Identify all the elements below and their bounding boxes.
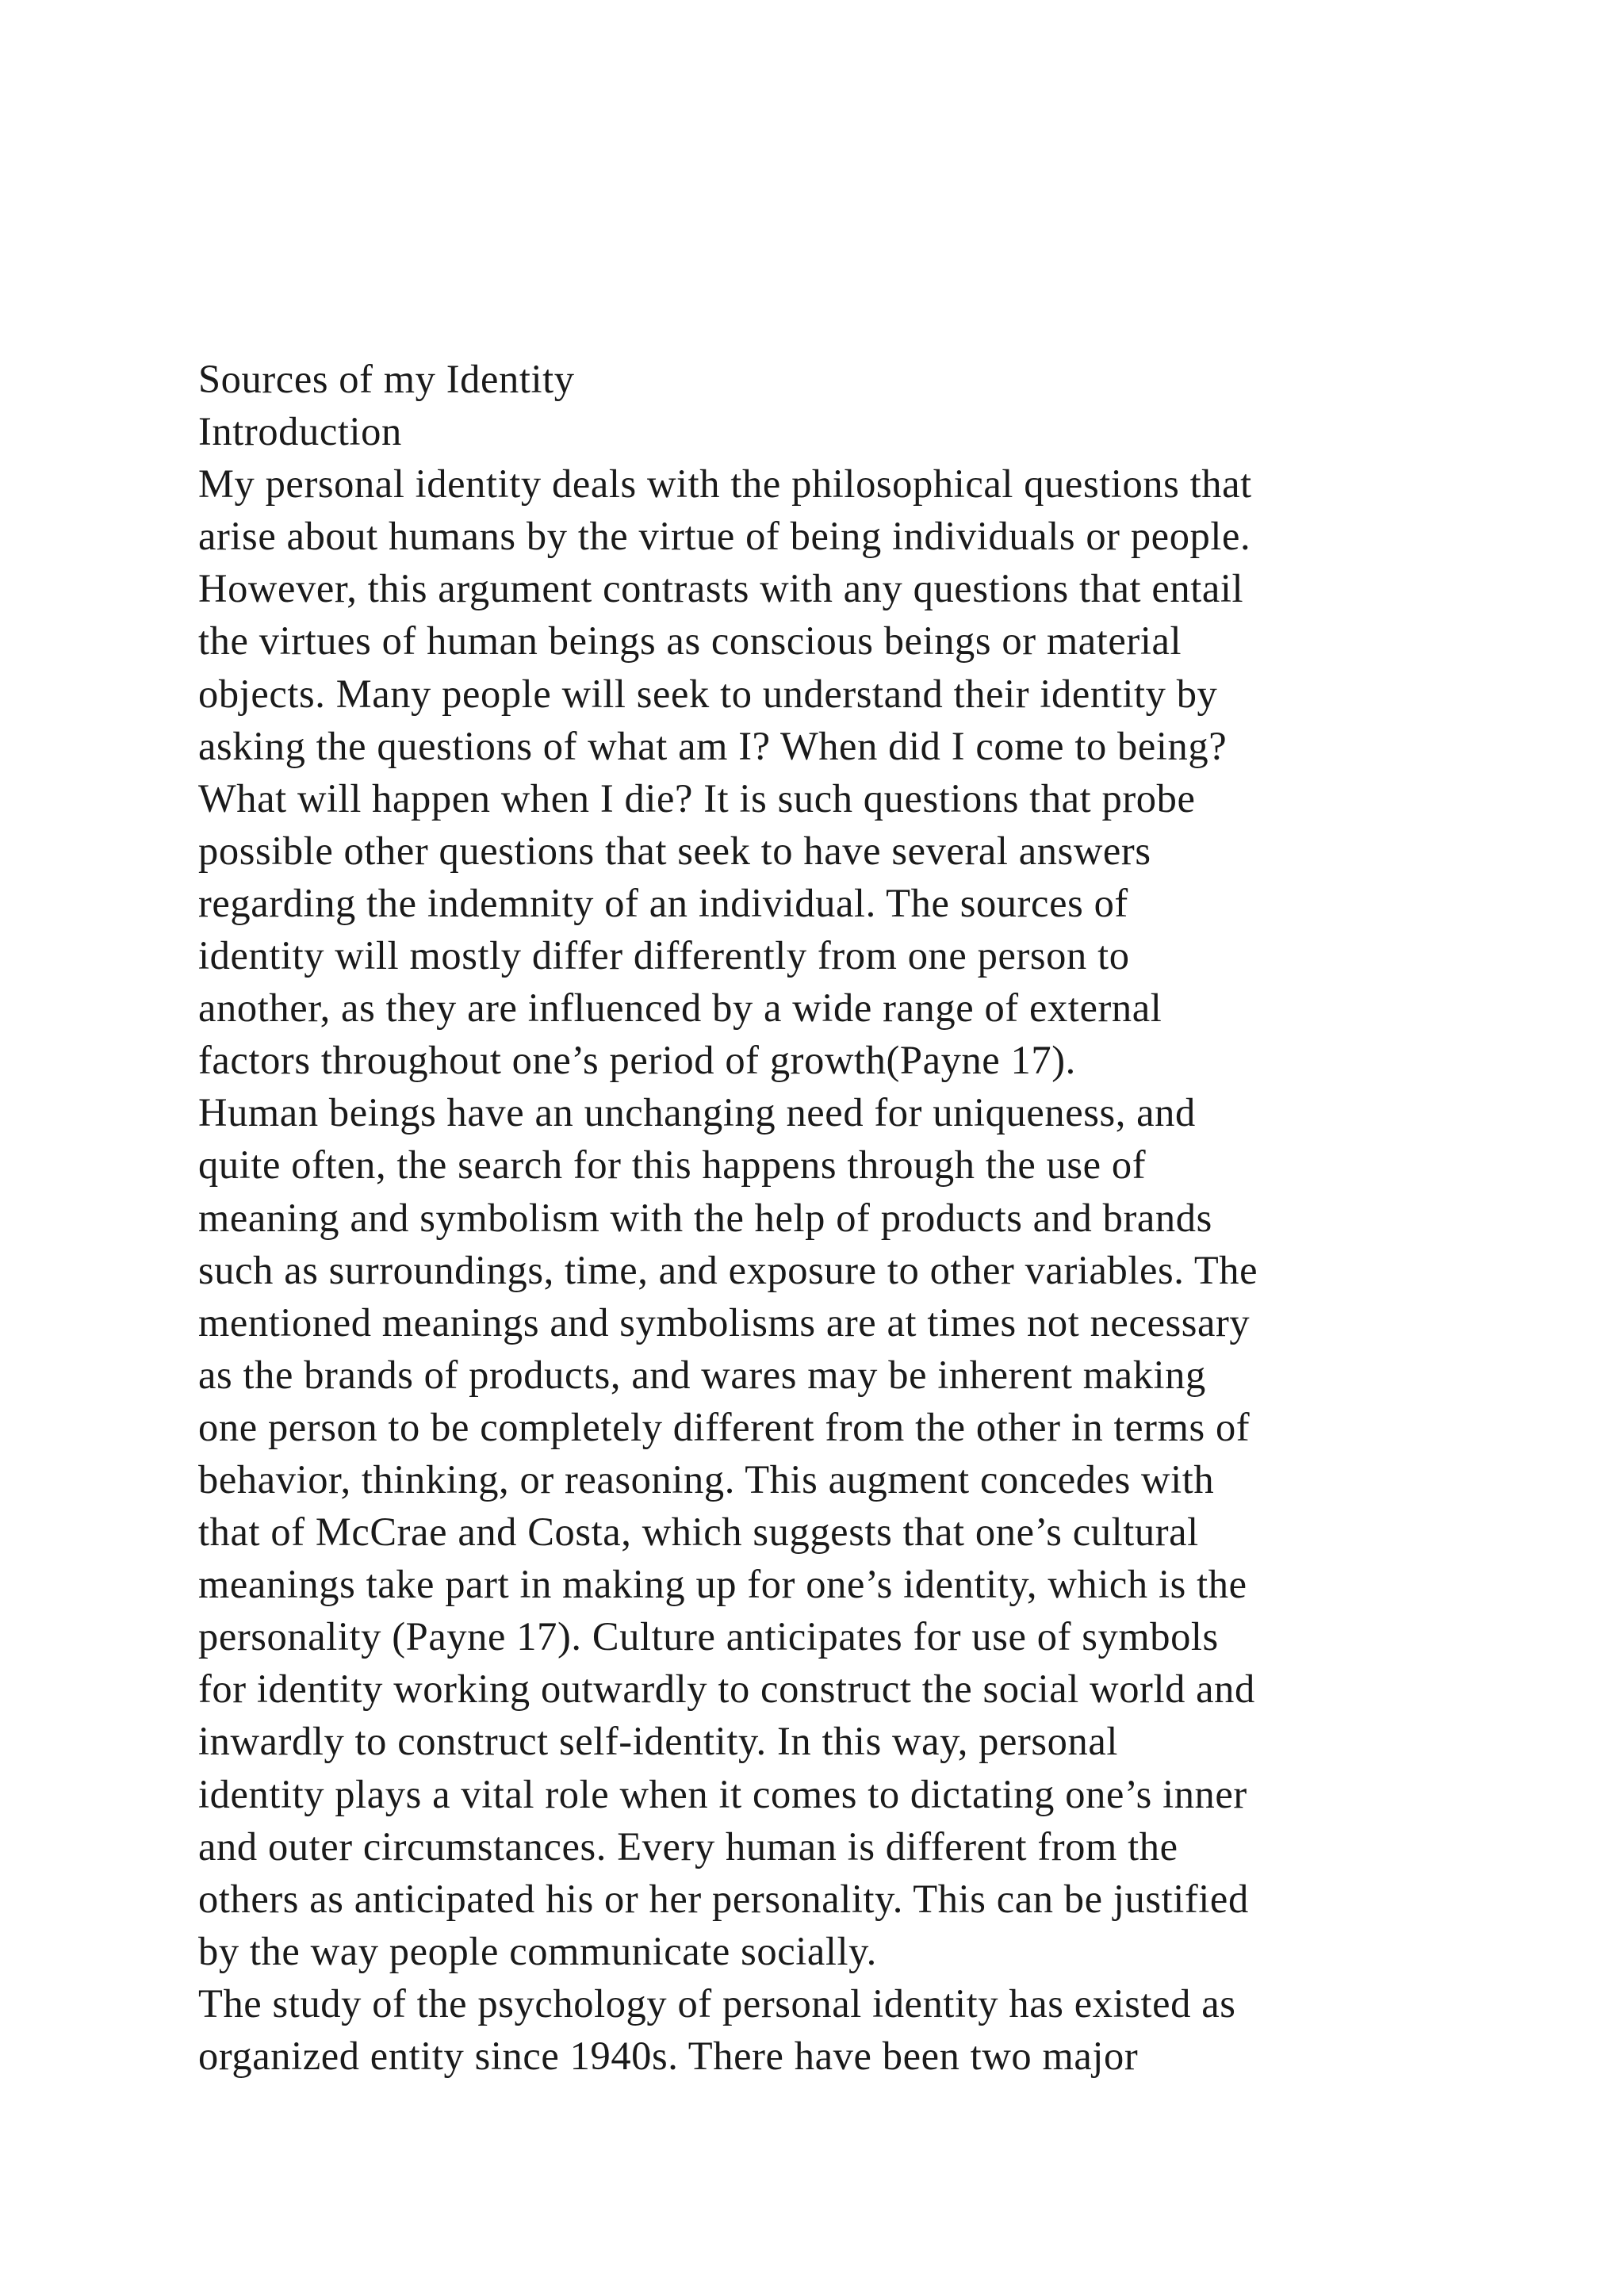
section-heading-introduction: Introduction	[198, 409, 402, 454]
body-line: behavior, thinking, or reasoning. This augment concedes with	[198, 1456, 1215, 1502]
body-line: by the way people communicate socially.	[198, 1928, 877, 1973]
body-line: organized entity since 1940s. There have been two major	[198, 2034, 1139, 2078]
body-line: the virtues of human beings as conscious beings or material	[198, 618, 1182, 664]
body-line: What will happen when I die? It is such questions that probe	[198, 775, 1196, 821]
body-line: identity will mostly differ differently from one person to	[198, 933, 1130, 978]
body-line: others as anticipated his or her personality. This can be justified	[198, 1876, 1249, 1921]
body-line: factors throughout one’s period of growth(Payne 17).	[198, 1038, 1076, 1083]
body-line: as the brands of products, and wares may be inherent making	[198, 1352, 1206, 1397]
body-line: regarding the indemnity of an individual. The sources of	[198, 880, 1128, 925]
body-line: meanings take part in making up for one’s identity, which is the	[198, 1562, 1247, 1607]
body-line: such as surroundings, time, and exposure to other variables. The	[198, 1247, 1258, 1292]
body-line: inwardly to construct self-identity. In this way, personal	[198, 1719, 1119, 1764]
body-line: arise about humans by the virtue of being individuals or people.	[198, 514, 1251, 559]
body-text	[198, 457, 1499, 2082]
body-line: mentioned meanings and symbolisms are at times not necessary	[198, 1299, 1251, 1345]
body-line: My personal identity deals with the philosophical questions that	[198, 461, 1252, 507]
document-body	[198, 353, 1499, 2082]
body-line: However, this argument contrasts with any questions that entail	[198, 566, 1244, 611]
body-line: possible other questions that seek to have several answers	[198, 828, 1151, 873]
body-line: The study of the psychology of personal identity has existed as	[198, 1980, 1236, 2026]
document-title: Sources of my Identity	[198, 357, 575, 401]
body-line: Human beings have an unchanging need for uniqueness, and	[198, 1090, 1196, 1135]
body-line: identity plays a vital role when it comes to dictating one’s inner	[198, 1771, 1247, 1816]
body-line: that of McCrae and Costa, which suggests that one’s cultural	[198, 1510, 1199, 1555]
body-line: another, as they are influenced by a wide range of external	[198, 985, 1162, 1031]
body-line: personality (Payne 17). Culture anticipates for use of symbols	[198, 1614, 1219, 1659]
body-line: asking the questions of what am I? When did I come to being?	[198, 723, 1228, 768]
body-line: meaning and symbolism with the help of products and brands	[198, 1195, 1212, 1240]
body-line: for identity working outwardly to construct the social world and	[198, 1667, 1255, 1712]
body-line: quite often, the search for this happens through the use of	[198, 1142, 1147, 1188]
body-line: and outer circumstances. Every human is different from the	[198, 1823, 1178, 1869]
body-line: one person to be completely different from the other in terms of	[198, 1404, 1251, 1449]
body-line: objects. Many people will seek to understand their identity by	[198, 671, 1218, 716]
